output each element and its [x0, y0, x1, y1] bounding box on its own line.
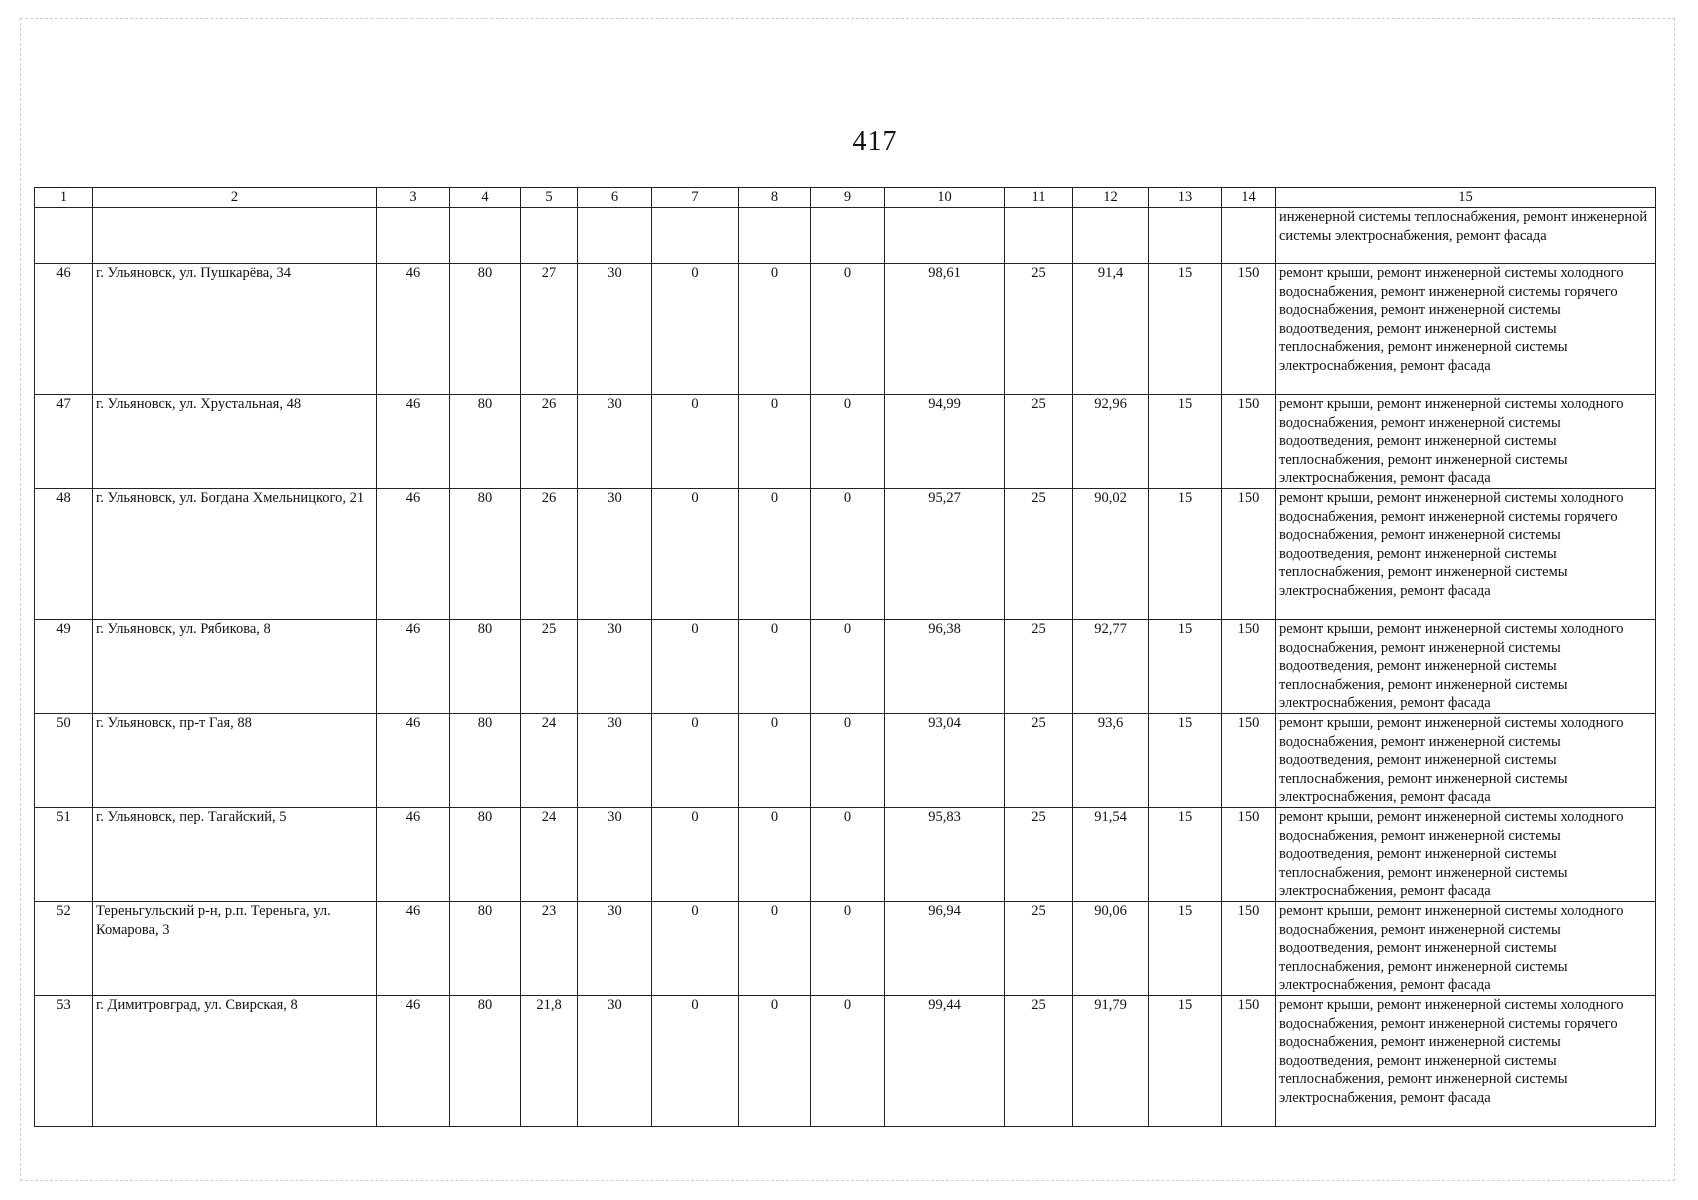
col-header-15: 15	[1276, 188, 1656, 208]
value-cell: 30	[578, 395, 652, 489]
works-cell: ремонт крыши, ремонт инженерной системы холодного водоснабжения, ремонт инженерной системы водоотведения, ремонт инженерной системы теплоснабжения, ремонт инженерной системы электроснабжения, ремонт фасада	[1276, 902, 1656, 996]
value-cell: 26	[521, 489, 578, 620]
value-cell: 150	[1222, 808, 1276, 902]
value-cell: 80	[450, 996, 521, 1127]
value-cell: 30	[578, 996, 652, 1127]
value-cell: 46	[377, 714, 450, 808]
table-row	[35, 808, 1656, 902]
value-cell: 0	[811, 620, 885, 714]
value-cell: 99,44	[885, 996, 1005, 1127]
works-cell: ремонт крыши, ремонт инженерной системы холодного водоснабжения, ремонт инженерной системы горячего водоснабжения, ремонт инженерной системы водоотведения, ремонт инженерной системы теплоснабжения, ремонт инженерной системы электроснабжения, ремонт фасада	[1276, 489, 1656, 620]
value-cell: 0	[739, 808, 811, 902]
value-cell: 93,04	[885, 714, 1005, 808]
row-number: 51	[35, 808, 93, 902]
value-cell: 80	[450, 902, 521, 996]
value-cell: 93,6	[1073, 714, 1149, 808]
row-number: 46	[35, 264, 93, 395]
value-cell: 91,54	[1073, 808, 1149, 902]
row-number: 50	[35, 714, 93, 808]
value-cell: 25	[1005, 996, 1073, 1127]
works-cell: ремонт крыши, ремонт инженерной системы холодного водоснабжения, ремонт инженерной системы водоотведения, ремонт инженерной системы теплоснабжения, ремонт инженерной системы электроснабжения, ремонт фасада	[1276, 620, 1656, 714]
value-cell: 150	[1222, 620, 1276, 714]
value-cell: 0	[739, 902, 811, 996]
value-cell: 46	[377, 264, 450, 395]
value-cell: 91,4	[1073, 264, 1149, 395]
value-cell: 26	[521, 395, 578, 489]
value-cell: 0	[739, 714, 811, 808]
value-cell: 0	[652, 489, 739, 620]
table-row	[35, 902, 1656, 996]
value-cell: 0	[739, 620, 811, 714]
value-cell: 0	[739, 996, 811, 1127]
value-cell: 0	[652, 902, 739, 996]
address-cell: г. Ульяновск, ул. Пушкарёва, 34	[93, 264, 377, 395]
value-cell: 150	[1222, 714, 1276, 808]
table-row	[35, 620, 1656, 714]
col-header-9: 9	[811, 188, 885, 208]
address-cell: г. Ульяновск, пр-т Гая, 88	[93, 714, 377, 808]
col-header-11: 11	[1005, 188, 1073, 208]
page-number: 417	[852, 126, 898, 157]
value-cell: 92,96	[1073, 395, 1149, 489]
col-header-4: 4	[450, 188, 521, 208]
value-cell: 95,27	[885, 489, 1005, 620]
value-cell: 25	[1005, 264, 1073, 395]
value-cell: 80	[450, 395, 521, 489]
value-cell: 24	[521, 714, 578, 808]
continuation-row	[35, 208, 1656, 264]
value-cell: 80	[450, 714, 521, 808]
value-cell: 94,99	[885, 395, 1005, 489]
value-cell: 80	[450, 489, 521, 620]
value-cell: 46	[377, 620, 450, 714]
address-cell: г. Ульяновск, пер. Тагайский, 5	[93, 808, 377, 902]
value-cell: 96,94	[885, 902, 1005, 996]
value-cell: 24	[521, 808, 578, 902]
address-cell: г. Ульяновск, ул. Рябикова, 8	[93, 620, 377, 714]
value-cell: 30	[578, 808, 652, 902]
col-header-6: 6	[578, 188, 652, 208]
value-cell: 25	[1005, 902, 1073, 996]
value-cell: 27	[521, 264, 578, 395]
value-cell: 92,77	[1073, 620, 1149, 714]
value-cell: 46	[377, 395, 450, 489]
col-header-12: 12	[1073, 188, 1149, 208]
value-cell: 0	[739, 489, 811, 620]
col-header-13: 13	[1149, 188, 1222, 208]
value-cell: 80	[450, 620, 521, 714]
value-cell: 0	[811, 714, 885, 808]
value-cell: 15	[1149, 264, 1222, 395]
value-cell: 25	[521, 620, 578, 714]
col-header-3: 3	[377, 188, 450, 208]
value-cell: 30	[578, 714, 652, 808]
row-number: 48	[35, 489, 93, 620]
table-row	[35, 996, 1656, 1127]
value-cell: 80	[450, 808, 521, 902]
col-header-7: 7	[652, 188, 739, 208]
value-cell: 46	[377, 902, 450, 996]
value-cell: 15	[1149, 395, 1222, 489]
value-cell: 0	[652, 714, 739, 808]
value-cell: 15	[1149, 808, 1222, 902]
value-cell: 25	[1005, 620, 1073, 714]
value-cell: 95,83	[885, 808, 1005, 902]
registry-table	[34, 187, 1656, 1127]
value-cell: 30	[578, 264, 652, 395]
table-row	[35, 395, 1656, 489]
table-row	[35, 489, 1656, 620]
value-cell: 15	[1149, 489, 1222, 620]
row-number: 53	[35, 996, 93, 1127]
value-cell: 150	[1222, 489, 1276, 620]
value-cell: 0	[811, 264, 885, 395]
row-number: 47	[35, 395, 93, 489]
address-cell: г. Димитровград, ул. Свирская, 8	[93, 996, 377, 1127]
value-cell: 0	[652, 620, 739, 714]
value-cell: 25	[1005, 808, 1073, 902]
value-cell: 15	[1149, 902, 1222, 996]
row-number: 52	[35, 902, 93, 996]
value-cell: 0	[739, 264, 811, 395]
value-cell: 96,38	[885, 620, 1005, 714]
col-header-8: 8	[739, 188, 811, 208]
works-cell: ремонт крыши, ремонт инженерной системы холодного водоснабжения, ремонт инженерной системы водоотведения, ремонт инженерной системы теплоснабжения, ремонт инженерной системы электроснабжения, ремонт фасада	[1276, 808, 1656, 902]
value-cell: 15	[1149, 714, 1222, 808]
value-cell: 46	[377, 996, 450, 1127]
value-cell: 25	[1005, 714, 1073, 808]
value-cell: 0	[652, 395, 739, 489]
value-cell: 46	[377, 489, 450, 620]
value-cell: 91,79	[1073, 996, 1149, 1127]
value-cell: 30	[578, 489, 652, 620]
value-cell: 46	[377, 808, 450, 902]
value-cell: 25	[1005, 489, 1073, 620]
row-number: 49	[35, 620, 93, 714]
value-cell: 30	[578, 620, 652, 714]
value-cell: 21,8	[521, 996, 578, 1127]
value-cell: 90,06	[1073, 902, 1149, 996]
header-row	[35, 188, 1656, 208]
value-cell: 0	[811, 395, 885, 489]
value-cell: 80	[450, 264, 521, 395]
table-row	[35, 264, 1656, 395]
works-cell: ремонт крыши, ремонт инженерной системы холодного водоснабжения, ремонт инженерной системы горячего водоснабжения, ремонт инженерной системы водоотведения, ремонт инженерной системы теплоснабжения, ремонт инженерной системы электроснабжения, ремонт фасада	[1276, 264, 1656, 395]
works-cell: ремонт крыши, ремонт инженерной системы холодного водоснабжения, ремонт инженерной системы водоотведения, ремонт инженерной системы теплоснабжения, ремонт инженерной системы электроснабжения, ремонт фасада	[1276, 714, 1656, 808]
value-cell: 15	[1149, 620, 1222, 714]
value-cell: 0	[811, 902, 885, 996]
col-header-2: 2	[93, 188, 377, 208]
value-cell: 0	[652, 264, 739, 395]
col-header-5: 5	[521, 188, 578, 208]
works-cell: инженерной системы теплоснабжения, ремонт инженерной системы электроснабжения, ремонт фасада	[1276, 208, 1656, 264]
value-cell: 0	[652, 996, 739, 1127]
works-cell: ремонт крыши, ремонт инженерной системы холодного водоснабжения, ремонт инженерной системы горячего водоснабжения, ремонт инженерной системы водоотведения, ремонт инженерной системы теплоснабжения, ремонт инженерной системы электроснабжения, ремонт фасада	[1276, 996, 1656, 1127]
value-cell: 0	[811, 996, 885, 1127]
value-cell: 23	[521, 902, 578, 996]
col-header-14: 14	[1222, 188, 1276, 208]
value-cell: 0	[811, 489, 885, 620]
address-cell: г. Ульяновск, ул. Богдана Хмельницкого, 21	[93, 489, 377, 620]
value-cell: 30	[578, 902, 652, 996]
value-cell: 15	[1149, 996, 1222, 1127]
value-cell: 150	[1222, 395, 1276, 489]
works-cell: ремонт крыши, ремонт инженерной системы холодного водоснабжения, ремонт инженерной системы водоотведения, ремонт инженерной системы теплоснабжения, ремонт инженерной системы электроснабжения, ремонт фасада	[1276, 395, 1656, 489]
address-cell: Тереньгульский р-н, р.п. Тереньга, ул. Комарова, 3	[93, 902, 377, 996]
value-cell: 0	[652, 808, 739, 902]
table-row	[35, 714, 1656, 808]
value-cell: 0	[811, 808, 885, 902]
value-cell: 150	[1222, 996, 1276, 1127]
value-cell: 25	[1005, 395, 1073, 489]
value-cell: 98,61	[885, 264, 1005, 395]
value-cell: 90,02	[1073, 489, 1149, 620]
value-cell: 150	[1222, 264, 1276, 395]
value-cell: 0	[739, 395, 811, 489]
col-header-10: 10	[885, 188, 1005, 208]
address-cell: г. Ульяновск, ул. Хрустальная, 48	[93, 395, 377, 489]
col-header-1: 1	[35, 188, 93, 208]
value-cell: 150	[1222, 902, 1276, 996]
